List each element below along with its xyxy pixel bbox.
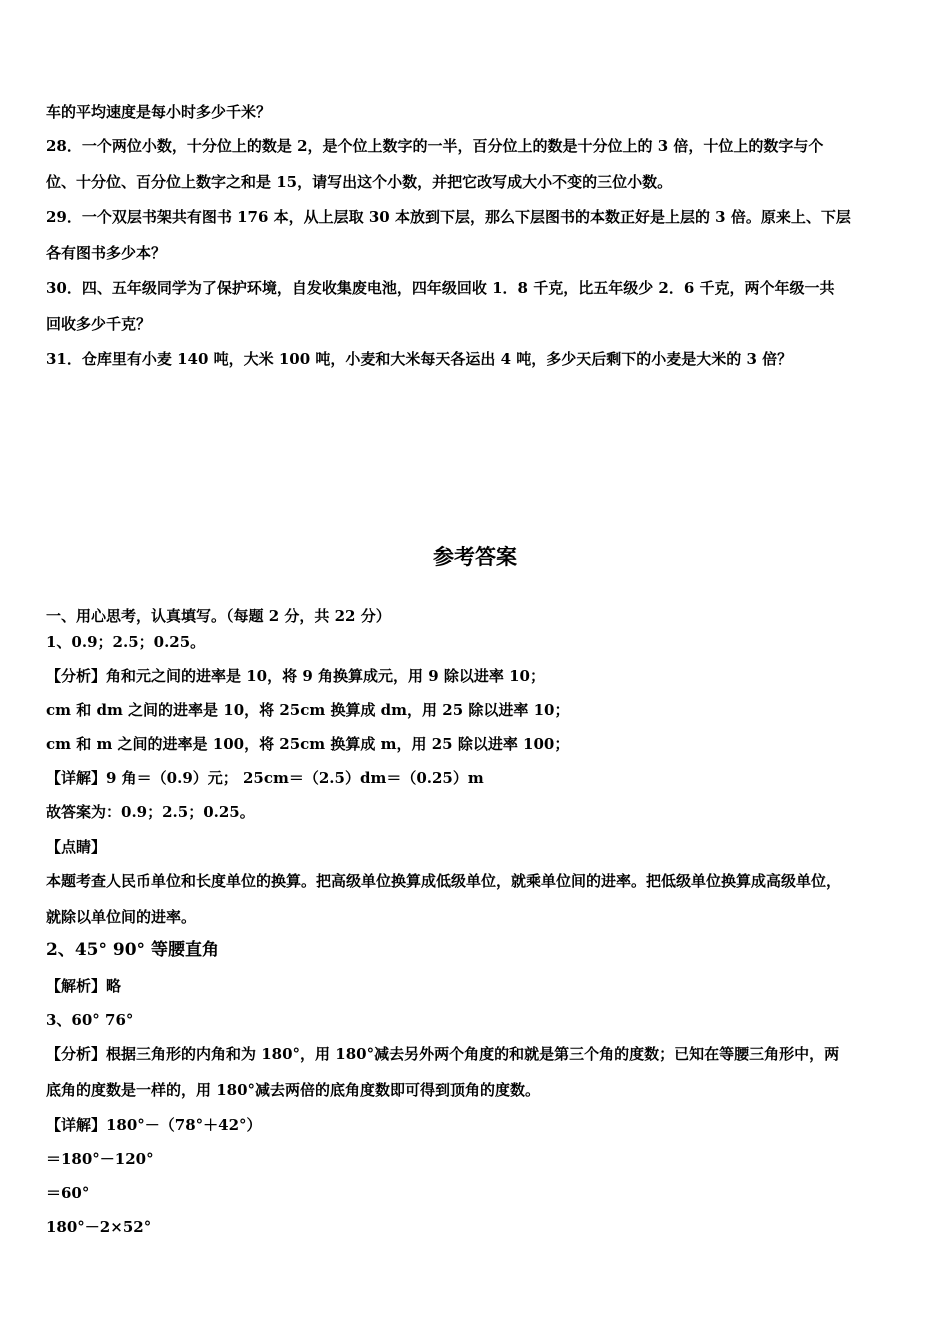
comment-line-2: 就除以单位间的进率。 — [46, 908, 197, 926]
calc-line: ＝60° — [46, 1184, 90, 1202]
detail-line: 【详解】9 角＝（0.9）元； 25cm＝（2.5）dm＝（0.25）m — [46, 769, 484, 787]
detail-line: 【详解】180°－（78°＋42°） — [46, 1116, 262, 1134]
answer-2: 2、45° 90° 等腰直角 — [46, 940, 219, 960]
answer-3: 3、60° 76° — [46, 1011, 134, 1029]
question-30-line-1: 30．四、五年级同学为了保护环境，自发收集废电池，四年级回收 1．8 千克，比五年级少 2．6 千克，两个年级一共 — [46, 279, 835, 297]
answer-1: 1、0.9；2.5；0.25。 — [46, 633, 206, 651]
analysis-line: cm 和 dm 之间的进率是 10，将 25cm 换算成 dm，用 25 除以进率 10； — [46, 701, 570, 719]
analysis-line: 【分析】角和元之间的进率是 10，将 9 角换算成元，用 9 除以进率 10； — [46, 667, 545, 685]
question-28-line-1: 28．一个两位小数，十分位上的数是 2，是个位上数字的一半，百分位上的数是十分位上的 3 倍，十位上的数字与个 — [46, 137, 824, 155]
explanation-line: 【解析】略 — [46, 977, 122, 995]
answers-title: 参考答案 — [433, 545, 517, 569]
question-28-line-2: 位、十分位、百分位上数字之和是 15，请写出这个小数，并把它改写成大小不变的三位小数。 — [46, 173, 673, 191]
question-30-line-2: 回收多少千克？ — [46, 315, 152, 333]
question-29-line-2: 各有图书多少本？ — [46, 244, 167, 262]
analysis-line: 底角的度数是一样的，用 180°减去两倍的底角度数即可得到顶角的度数。 — [46, 1081, 541, 1099]
section-heading: 一、用心思考，认真填写。（每题 2 分，共 22 分） — [46, 607, 391, 625]
calc-line: 180°－2×52° — [46, 1218, 152, 1236]
analysis-line: cm 和 m 之间的进率是 100，将 25cm 换算成 m，用 25 除以进率 100； — [46, 735, 570, 753]
question-line: 车的平均速度是每小时多少千米？ — [46, 103, 272, 121]
comment-heading: 【点睛】 — [46, 838, 107, 856]
conclusion-line: 故答案为：0.9；2.5；0.25。 — [46, 803, 255, 821]
question-31-line: 31．仓库里有小麦 140 吨，大米 100 吨，小麦和大米每天各运出 4 吨，多少天后剩下的小麦是大米的 3 倍？ — [46, 350, 793, 368]
question-29-line-1: 29．一个双层书架共有图书 176 本，从上层取 30 本放到下层，那么下层图书的本数正好是上层的 3 倍。原来上、下层 — [46, 208, 851, 226]
calc-line: ＝180°－120° — [46, 1150, 154, 1168]
analysis-line: 【分析】根据三角形的内角和为 180°，用 180°减去另外两个角度的和就是第三个角的度数；已知在等腰三角形中，两 — [46, 1045, 840, 1063]
comment-line-1: 本题考查人民币单位和长度单位的换算。把高级单位换算成低级单位，就乘单位间的进率。把低级单位换算成高级单位， — [46, 872, 842, 890]
